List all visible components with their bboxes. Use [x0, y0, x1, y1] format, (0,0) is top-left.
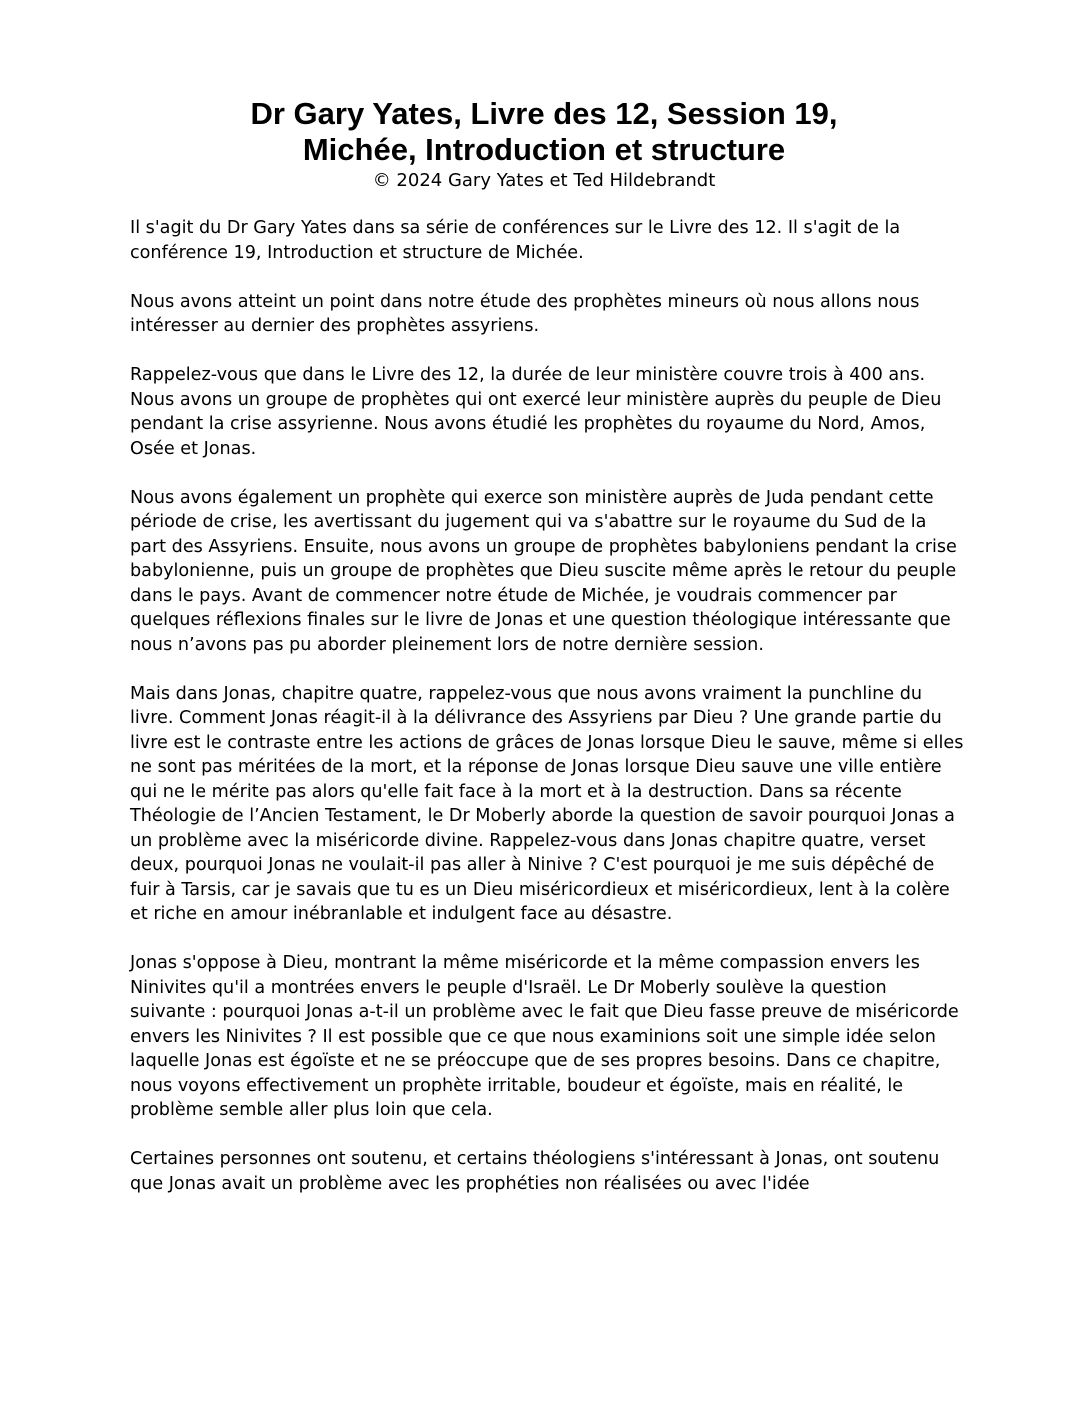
paragraph-6: Jonas s'oppose à Dieu, montrant la même miséricorde et la même compassion envers les Ninivites qu'il a montrées envers le peuple d'Israël. Le Dr Moberly soulève la question suivante : pourquoi Jonas a-t-il un problème avec le fait que Dieu fasse preuve de miséricorde envers les Ninivites ? Il est possible que ce que nous examinions soit une simple idée selon laquelle Jonas est égoïste et ne se préoccupe que de ses propres besoins. Dans ce chapitre, nous voyons effectivement un prophète irritable, boudeur et égoïste, mais en réalité, le problème semble aller plus loin que cela. [130, 953, 959, 1120]
title-block [0, 96, 1088, 193]
paragraph-5: Mais dans Jonas, chapitre quatre, rappelez-vous que nous avons vraiment la punchline du livre. Comment Jonas réagit-il à la délivrance des Assyriens par Dieu ? Une grande partie du livre est le contraste entre les actions de grâces de Jonas lorsque Dieu le sauve, même si elles ne sont pas méritées de la mort, et la réponse de Jonas lorsque Dieu sauve une ville entière qui ne le mérite pas alors qu'elle fait face à la mort et à la destruction. Dans sa récente Théologie de l’Ancien Testament, le Dr Moberly aborde la question de savoir pourquoi Jonas a un problème avec la miséricorde divine. Rappelez-vous dans Jonas chapitre quatre, verset deux, pourquoi Jonas ne voulait-il pas aller à Ninive ? C'est pourquoi je me suis dépêché de fuir à Tarsis, car je savais que tu es un Dieu miséricordieux et miséricordieux, lent à la colère et riche en amour inébranlable et indulgent face au désastre. [130, 683, 964, 924]
page-title-line-2: Michée, Introduction et structure [302, 132, 786, 167]
copyright-notice: © 2024 Gary Yates et Ted Hildebrandt [372, 170, 716, 191]
paragraph-2: Nous avons atteint un point dans notre étude des prophètes mineurs où nous allons nous intéresser au dernier des prophètes assyriens. [130, 291, 920, 336]
page-title-line-1: Dr Gary Yates, Livre des 12, Session 19, [250, 96, 838, 131]
paragraph-4: Nous avons également un prophète qui exerce son ministère auprès de Juda pendant cette période de crise, les avertissant du jugement qui va s'abattre sur le royaume du Sud de la part des Assyriens. Ensuite, nous avons un groupe de prophètes babyloniens pendant la crise babylonienne, puis un groupe de prophètes que Dieu suscite même après le retour du peuple dans le pays. Avant de commencer notre étude de Michée, je voudrais commencer par quelques réflexions finales sur le livre de Jonas et une question théologique intéressante que nous n’avons pas pu aborder pleinement lors de notre dernière session. [130, 487, 957, 655]
paragraph-7: Certaines personnes ont soutenu, et certains théologiens s'intéressant à Jonas, ont soutenu que Jonas avait un problème avec les prophéties non réalisées ou avec l'idée [130, 1149, 940, 1194]
paragraph-1: Il s'agit du Dr Gary Yates dans sa série de conférences sur le Livre des 12. Il s'agit de la conférence 19, Introduction et structure de Michée. [130, 218, 901, 263]
body-text [130, 216, 966, 1221]
paragraph-3: Rappelez-vous que dans le Livre des 12, la durée de leur ministère couvre trois à 400 ans. Nous avons un groupe de prophètes qui ont exercé leur ministère auprès du peuple de Dieu pendant la crise assyrienne. Nous avons étudié les prophètes du royaume du Nord, Amos, Osée et Jonas. [130, 365, 942, 459]
